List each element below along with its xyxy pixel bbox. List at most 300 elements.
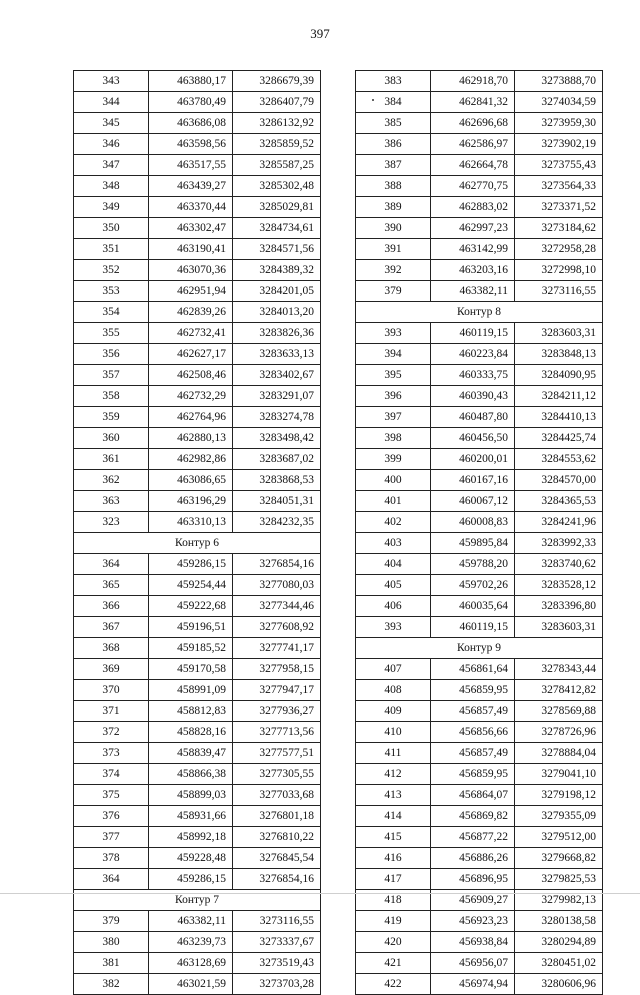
- x-coordinate-cell: 462764,96: [149, 407, 233, 428]
- x-coordinate-cell: 456886,26: [431, 848, 515, 869]
- x-coordinate-cell: 459254,44: [149, 575, 233, 596]
- table-row: [356, 92, 603, 113]
- point-number-cell: 364: [74, 554, 149, 575]
- x-coordinate-cell: 462770,75: [431, 176, 515, 197]
- x-coordinate-cell: 456877,22: [431, 827, 515, 848]
- table-row: [356, 974, 603, 995]
- point-number-cell: 383: [356, 71, 431, 92]
- x-coordinate-cell: 463070,36: [149, 260, 233, 281]
- point-number-cell: 357: [74, 365, 149, 386]
- table-row: [356, 554, 603, 575]
- contour-title: Контур 9: [356, 638, 603, 659]
- y-coordinate-cell: 3284389,32: [233, 260, 321, 281]
- table-row: [74, 659, 321, 680]
- y-coordinate-cell: 3276845,54: [233, 848, 321, 869]
- y-coordinate-cell: 3278884,04: [515, 743, 603, 764]
- point-number-cell: 393: [356, 323, 431, 344]
- y-coordinate-cell: 3278343,44: [515, 659, 603, 680]
- y-coordinate-cell: 3273519,43: [233, 953, 321, 974]
- x-coordinate-cell: 458839,47: [149, 743, 233, 764]
- point-number-cell: 349: [74, 197, 149, 218]
- point-number-cell: 361: [74, 449, 149, 470]
- y-coordinate-cell: 3284241,96: [515, 512, 603, 533]
- table-row: [356, 470, 603, 491]
- table-row: [356, 806, 603, 827]
- x-coordinate-cell: 458812,83: [149, 701, 233, 722]
- point-number-cell: 392: [356, 260, 431, 281]
- point-number-cell: 352: [74, 260, 149, 281]
- y-coordinate-cell: 3283396,80: [515, 596, 603, 617]
- table-row: [356, 323, 603, 344]
- y-coordinate-cell: 3286407,79: [233, 92, 321, 113]
- y-coordinate-cell: 3284232,35: [233, 512, 321, 533]
- y-coordinate-cell: 3285587,25: [233, 155, 321, 176]
- x-coordinate-cell: 463142,99: [431, 239, 515, 260]
- y-coordinate-cell: 3278569,88: [515, 701, 603, 722]
- y-coordinate-cell: 3277608,92: [233, 617, 321, 638]
- x-coordinate-cell: 456956,07: [431, 953, 515, 974]
- x-coordinate-cell: 459286,15: [149, 869, 233, 890]
- x-coordinate-cell: 462997,23: [431, 218, 515, 239]
- table-row: [356, 449, 603, 470]
- point-number-cell: 348: [74, 176, 149, 197]
- table-row: [356, 575, 603, 596]
- point-number-cell: 365: [74, 575, 149, 596]
- table-row: [356, 743, 603, 764]
- table-row: [74, 701, 321, 722]
- x-coordinate-cell: 456864,07: [431, 785, 515, 806]
- y-coordinate-cell: 3284734,61: [233, 218, 321, 239]
- point-number-cell: 379: [356, 281, 431, 302]
- y-coordinate-cell: 3279668,82: [515, 848, 603, 869]
- y-coordinate-cell: 3277033,68: [233, 785, 321, 806]
- point-number-cell: 350: [74, 218, 149, 239]
- y-coordinate-cell: 3273902,19: [515, 134, 603, 155]
- x-coordinate-cell: 456938,84: [431, 932, 515, 953]
- x-coordinate-cell: 463382,11: [431, 281, 515, 302]
- y-coordinate-cell: 3273337,67: [233, 932, 321, 953]
- x-coordinate-cell: 463190,41: [149, 239, 233, 260]
- y-coordinate-cell: 3277741,17: [233, 638, 321, 659]
- y-coordinate-cell: 3283528,12: [515, 575, 603, 596]
- y-coordinate-cell: 3280451,02: [515, 953, 603, 974]
- scan-speck: [372, 99, 374, 101]
- x-coordinate-cell: 463196,29: [149, 491, 233, 512]
- x-coordinate-cell: 460035,64: [431, 596, 515, 617]
- y-coordinate-cell: 3277713,56: [233, 722, 321, 743]
- y-coordinate-cell: 3284211,12: [515, 386, 603, 407]
- table-row: [356, 596, 603, 617]
- y-coordinate-cell: 3286679,39: [233, 71, 321, 92]
- point-number-cell: 403: [356, 533, 431, 554]
- table-row: [74, 155, 321, 176]
- y-coordinate-cell: 3277344,46: [233, 596, 321, 617]
- table-row: [356, 491, 603, 512]
- contour-title: Контур 6: [74, 533, 321, 554]
- point-number-cell: 401: [356, 491, 431, 512]
- x-coordinate-cell: 458991,09: [149, 680, 233, 701]
- x-coordinate-cell: 463780,49: [149, 92, 233, 113]
- table-row: [74, 806, 321, 827]
- x-coordinate-cell: 456859,95: [431, 680, 515, 701]
- y-coordinate-cell: 3284090,95: [515, 365, 603, 386]
- point-number-cell: 356: [74, 344, 149, 365]
- x-coordinate-cell: 462880,13: [149, 428, 233, 449]
- x-coordinate-cell: 456861,64: [431, 659, 515, 680]
- y-coordinate-cell: 3284201,05: [233, 281, 321, 302]
- x-coordinate-cell: 463086,65: [149, 470, 233, 491]
- table-row: [74, 848, 321, 869]
- contour-header-row: [74, 533, 321, 554]
- x-coordinate-cell: 460200,01: [431, 449, 515, 470]
- table-row: [74, 596, 321, 617]
- contour-title: Контур 7: [74, 890, 321, 911]
- y-coordinate-cell: 3284051,31: [233, 491, 321, 512]
- table-row: [356, 932, 603, 953]
- table-row: [356, 701, 603, 722]
- point-number-cell: 420: [356, 932, 431, 953]
- table-row: [74, 470, 321, 491]
- table-row: [356, 197, 603, 218]
- point-number-cell: 394: [356, 344, 431, 365]
- y-coordinate-cell: 3284410,13: [515, 407, 603, 428]
- table-row: [356, 827, 603, 848]
- table-row: [356, 176, 603, 197]
- table-row: [74, 449, 321, 470]
- table-row: [74, 197, 321, 218]
- x-coordinate-cell: 459895,84: [431, 533, 515, 554]
- y-coordinate-cell: 3276854,16: [233, 554, 321, 575]
- table-row: [356, 71, 603, 92]
- y-coordinate-cell: 3283603,31: [515, 617, 603, 638]
- y-coordinate-cell: 3283992,33: [515, 533, 603, 554]
- table-row: [356, 386, 603, 407]
- x-coordinate-cell: 456869,82: [431, 806, 515, 827]
- point-number-cell: 410: [356, 722, 431, 743]
- y-coordinate-cell: 3279512,00: [515, 827, 603, 848]
- point-number-cell: 384: [356, 92, 431, 113]
- page-bottom-edge: [0, 893, 640, 894]
- table-row: [356, 680, 603, 701]
- point-number-cell: 405: [356, 575, 431, 596]
- point-number-cell: 395: [356, 365, 431, 386]
- table-row: [74, 239, 321, 260]
- contour-title: Контур 8: [356, 302, 603, 323]
- point-number-cell: 418: [356, 890, 431, 911]
- point-number-cell: 371: [74, 701, 149, 722]
- point-number-cell: 378: [74, 848, 149, 869]
- y-coordinate-cell: 3272998,10: [515, 260, 603, 281]
- point-number-cell: 411: [356, 743, 431, 764]
- table-row: [74, 365, 321, 386]
- point-number-cell: 364: [74, 869, 149, 890]
- x-coordinate-cell: 458992,18: [149, 827, 233, 848]
- point-number-cell: 372: [74, 722, 149, 743]
- x-coordinate-cell: 462508,46: [149, 365, 233, 386]
- x-coordinate-cell: 460487,80: [431, 407, 515, 428]
- table-row: [356, 281, 603, 302]
- point-number-cell: 385: [356, 113, 431, 134]
- table-row: [74, 281, 321, 302]
- table-row: [74, 575, 321, 596]
- y-coordinate-cell: 3279825,53: [515, 869, 603, 890]
- x-coordinate-cell: 459702,26: [431, 575, 515, 596]
- point-number-cell: 387: [356, 155, 431, 176]
- table-row: [74, 134, 321, 155]
- x-coordinate-cell: 460456,50: [431, 428, 515, 449]
- point-number-cell: 406: [356, 596, 431, 617]
- point-number-cell: 417: [356, 869, 431, 890]
- y-coordinate-cell: 3277947,17: [233, 680, 321, 701]
- table-row: [356, 911, 603, 932]
- point-number-cell: 366: [74, 596, 149, 617]
- point-number-cell: 402: [356, 512, 431, 533]
- table-row: [74, 911, 321, 932]
- point-number-cell: 408: [356, 680, 431, 701]
- table-row: [74, 92, 321, 113]
- point-number-cell: 414: [356, 806, 431, 827]
- point-number-cell: 382: [74, 974, 149, 995]
- table-row: [74, 932, 321, 953]
- y-coordinate-cell: 3273116,55: [233, 911, 321, 932]
- y-coordinate-cell: 3284570,00: [515, 470, 603, 491]
- x-coordinate-cell: 459222,68: [149, 596, 233, 617]
- table-row: [74, 218, 321, 239]
- x-coordinate-cell: 458931,66: [149, 806, 233, 827]
- point-number-cell: 346: [74, 134, 149, 155]
- table-row: [356, 659, 603, 680]
- y-coordinate-cell: 3285859,52: [233, 134, 321, 155]
- x-coordinate-cell: 463880,17: [149, 71, 233, 92]
- y-coordinate-cell: 3277305,55: [233, 764, 321, 785]
- point-number-cell: 351: [74, 239, 149, 260]
- point-number-cell: 367: [74, 617, 149, 638]
- x-coordinate-cell: 463598,56: [149, 134, 233, 155]
- point-number-cell: 421: [356, 953, 431, 974]
- point-number-cell: 368: [74, 638, 149, 659]
- y-coordinate-cell: 3278726,96: [515, 722, 603, 743]
- point-number-cell: 390: [356, 218, 431, 239]
- y-coordinate-cell: 3273116,55: [515, 281, 603, 302]
- table-row: [356, 953, 603, 974]
- table-row: [74, 869, 321, 890]
- contour-header-row: [356, 302, 603, 323]
- x-coordinate-cell: 459228,48: [149, 848, 233, 869]
- x-coordinate-cell: 460167,16: [431, 470, 515, 491]
- y-coordinate-cell: 3284365,53: [515, 491, 603, 512]
- x-coordinate-cell: 463239,73: [149, 932, 233, 953]
- y-coordinate-cell: 3273888,70: [515, 71, 603, 92]
- point-number-cell: 386: [356, 134, 431, 155]
- point-number-cell: 379: [74, 911, 149, 932]
- table-row: [74, 512, 321, 533]
- x-coordinate-cell: 460390,43: [431, 386, 515, 407]
- y-coordinate-cell: 3277577,51: [233, 743, 321, 764]
- x-coordinate-cell: 458828,16: [149, 722, 233, 743]
- y-coordinate-cell: 3280138,58: [515, 911, 603, 932]
- x-coordinate-cell: 463021,59: [149, 974, 233, 995]
- point-number-cell: 398: [356, 428, 431, 449]
- table-row: [356, 617, 603, 638]
- y-coordinate-cell: 3276801,18: [233, 806, 321, 827]
- point-number-cell: 347: [74, 155, 149, 176]
- x-coordinate-cell: 456974,94: [431, 974, 515, 995]
- point-number-cell: 396: [356, 386, 431, 407]
- y-coordinate-cell: 3283633,13: [233, 344, 321, 365]
- y-coordinate-cell: 3276854,16: [233, 869, 321, 890]
- point-number-cell: 388: [356, 176, 431, 197]
- coordinates-table-right: [355, 70, 603, 995]
- table-row: [356, 218, 603, 239]
- y-coordinate-cell: 3279355,09: [515, 806, 603, 827]
- point-number-cell: 353: [74, 281, 149, 302]
- point-number-cell: 393: [356, 617, 431, 638]
- table-row: [356, 155, 603, 176]
- point-number-cell: 413: [356, 785, 431, 806]
- x-coordinate-cell: 462627,17: [149, 344, 233, 365]
- x-coordinate-cell: 463382,11: [149, 911, 233, 932]
- y-coordinate-cell: 3273959,30: [515, 113, 603, 134]
- point-number-cell: 409: [356, 701, 431, 722]
- y-coordinate-cell: 3284553,62: [515, 449, 603, 470]
- x-coordinate-cell: 459196,51: [149, 617, 233, 638]
- y-coordinate-cell: 3279982,13: [515, 890, 603, 911]
- x-coordinate-cell: 462732,41: [149, 323, 233, 344]
- x-coordinate-cell: 462696,68: [431, 113, 515, 134]
- x-coordinate-cell: 462918,70: [431, 71, 515, 92]
- x-coordinate-cell: 460067,12: [431, 491, 515, 512]
- point-number-cell: 343: [74, 71, 149, 92]
- point-number-cell: 354: [74, 302, 149, 323]
- x-coordinate-cell: 462951,94: [149, 281, 233, 302]
- y-coordinate-cell: 3277936,27: [233, 701, 321, 722]
- y-coordinate-cell: 3277080,03: [233, 575, 321, 596]
- table-row: [74, 743, 321, 764]
- y-coordinate-cell: 3273371,52: [515, 197, 603, 218]
- y-coordinate-cell: 3278412,82: [515, 680, 603, 701]
- y-coordinate-cell: 3285029,81: [233, 197, 321, 218]
- x-coordinate-cell: 459286,15: [149, 554, 233, 575]
- table-row: [356, 134, 603, 155]
- point-number-cell: 374: [74, 764, 149, 785]
- x-coordinate-cell: 462883,02: [431, 197, 515, 218]
- x-coordinate-cell: 460223,84: [431, 344, 515, 365]
- table-row: [74, 260, 321, 281]
- y-coordinate-cell: 3283274,78: [233, 407, 321, 428]
- x-coordinate-cell: 460008,83: [431, 512, 515, 533]
- y-coordinate-cell: 3284013,20: [233, 302, 321, 323]
- table-row: [356, 764, 603, 785]
- x-coordinate-cell: 459788,20: [431, 554, 515, 575]
- x-coordinate-cell: 456856,66: [431, 722, 515, 743]
- point-number-cell: 407: [356, 659, 431, 680]
- y-coordinate-cell: 3274034,59: [515, 92, 603, 113]
- x-coordinate-cell: 463370,44: [149, 197, 233, 218]
- point-number-cell: 359: [74, 407, 149, 428]
- table-row: [74, 302, 321, 323]
- table-row: [74, 680, 321, 701]
- table-row: [74, 176, 321, 197]
- table-row: [356, 533, 603, 554]
- table-row: [74, 638, 321, 659]
- point-number-cell: 375: [74, 785, 149, 806]
- y-coordinate-cell: 3284571,56: [233, 239, 321, 260]
- table-row: [74, 428, 321, 449]
- x-coordinate-cell: 460119,15: [431, 323, 515, 344]
- table-row: [74, 785, 321, 806]
- point-number-cell: 399: [356, 449, 431, 470]
- x-coordinate-cell: 459170,58: [149, 659, 233, 680]
- point-number-cell: 412: [356, 764, 431, 785]
- y-coordinate-cell: 3276810,22: [233, 827, 321, 848]
- point-number-cell: 380: [74, 932, 149, 953]
- x-coordinate-cell: 462732,29: [149, 386, 233, 407]
- table-row: [74, 407, 321, 428]
- table-row: [74, 554, 321, 575]
- x-coordinate-cell: 456859,95: [431, 764, 515, 785]
- point-number-cell: 369: [74, 659, 149, 680]
- x-coordinate-cell: 463203,16: [431, 260, 515, 281]
- x-coordinate-cell: 463439,27: [149, 176, 233, 197]
- y-coordinate-cell: 3283687,02: [233, 449, 321, 470]
- x-coordinate-cell: 463686,08: [149, 113, 233, 134]
- point-number-cell: 419: [356, 911, 431, 932]
- table-row: [74, 386, 321, 407]
- table-row: [356, 869, 603, 890]
- table-row: [356, 428, 603, 449]
- point-number-cell: 373: [74, 743, 149, 764]
- table-row: [356, 344, 603, 365]
- page-number: 397: [310, 26, 330, 41]
- table-row: [356, 407, 603, 428]
- table-row: [74, 764, 321, 785]
- y-coordinate-cell: 3283498,42: [233, 428, 321, 449]
- y-coordinate-cell: 3280294,89: [515, 932, 603, 953]
- table-row: [74, 323, 321, 344]
- x-coordinate-cell: 462839,26: [149, 302, 233, 323]
- table-row: [356, 512, 603, 533]
- y-coordinate-cell: 3273184,62: [515, 218, 603, 239]
- table-row: [74, 71, 321, 92]
- y-coordinate-cell: 3273703,28: [233, 974, 321, 995]
- point-number-cell: 400: [356, 470, 431, 491]
- point-number-cell: 355: [74, 323, 149, 344]
- point-number-cell: 344: [74, 92, 149, 113]
- point-number-cell: 370: [74, 680, 149, 701]
- table-row: [74, 827, 321, 848]
- y-coordinate-cell: 3280606,96: [515, 974, 603, 995]
- point-number-cell: 377: [74, 827, 149, 848]
- contour-header-row: [356, 638, 603, 659]
- y-coordinate-cell: 3283603,31: [515, 323, 603, 344]
- y-coordinate-cell: 3279041,10: [515, 764, 603, 785]
- y-coordinate-cell: 3283402,67: [233, 365, 321, 386]
- point-number-cell: 397: [356, 407, 431, 428]
- point-number-cell: 391: [356, 239, 431, 260]
- coordinates-table-left: [73, 70, 321, 995]
- table-row: [356, 848, 603, 869]
- x-coordinate-cell: 463310,13: [149, 512, 233, 533]
- point-number-cell: 363: [74, 491, 149, 512]
- table-row: [356, 239, 603, 260]
- x-coordinate-cell: 458866,38: [149, 764, 233, 785]
- table-row: [356, 785, 603, 806]
- table-row: [74, 617, 321, 638]
- point-number-cell: 345: [74, 113, 149, 134]
- table-row: [356, 722, 603, 743]
- table-row: [74, 113, 321, 134]
- x-coordinate-cell: 456923,23: [431, 911, 515, 932]
